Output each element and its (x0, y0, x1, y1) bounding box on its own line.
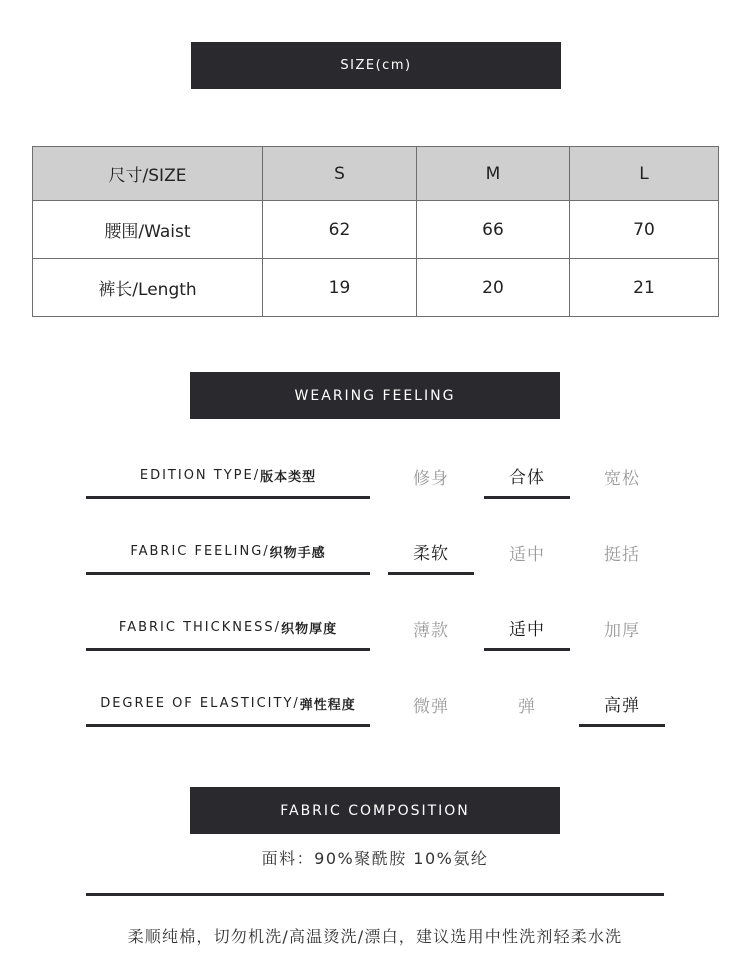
feeling-label (86, 606, 370, 651)
feeling-option-selected: 合体 (484, 454, 570, 499)
table-cell: 19 (263, 259, 417, 317)
feeling-label-cn: 版本类型 (260, 469, 317, 485)
table-row (33, 201, 719, 259)
feeling-label-cn: 弹性程度 (299, 697, 356, 713)
feeling-label (86, 682, 370, 727)
feeling-label (86, 530, 370, 575)
size-header-cell: L (570, 147, 719, 201)
feeling-option-selected: 高弹 (579, 682, 665, 727)
table-cell: 21 (570, 259, 719, 317)
divider (86, 893, 664, 896)
feeling-label-en: EDITION TYPE/ (139, 467, 261, 483)
fabric-composition-text: 面料：90%聚酰胺 10%氨纶 (261, 849, 489, 868)
feeling-label-cn: 织物厚度 (281, 621, 338, 637)
table-cell: 70 (570, 201, 719, 259)
table-cell: 腰围/Waist (33, 201, 263, 259)
size-section-title: SIZE(cm) (191, 42, 561, 89)
feeling-label-en: DEGREE OF ELASTICITY/ (100, 695, 300, 711)
feeling-row-elasticity (0, 682, 750, 732)
feeling-option: 弹 (518, 697, 536, 717)
size-header-cell: M (417, 147, 570, 201)
table-row (33, 259, 719, 317)
feeling-option-selected: 适中 (484, 606, 570, 651)
size-table-header-row (33, 147, 719, 201)
feeling-row-fabric-feeling (0, 530, 750, 580)
care-instructions-text: 柔顺纯棉，切勿机洗/高温烫洗/漂白，建议选用中性洗剂轻柔水洗 (127, 927, 623, 946)
feeling-label (86, 454, 370, 499)
table-cell: 裤长/Length (33, 259, 263, 317)
feeling-option: 挺括 (604, 545, 640, 565)
table-cell: 66 (417, 201, 570, 259)
feeling-row-edition-type (0, 454, 750, 504)
feeling-option-selected: 柔软 (388, 530, 474, 575)
table-cell: 20 (417, 259, 570, 317)
size-header-cell: 尺寸/SIZE (33, 147, 263, 201)
feeling-option: 修身 (413, 469, 449, 489)
feeling-option: 加厚 (604, 621, 640, 641)
feeling-option: 适中 (509, 545, 545, 565)
size-table (32, 146, 719, 317)
feeling-label-en: FABRIC THICKNESS/ (118, 619, 282, 635)
feeling-option: 微弹 (413, 697, 449, 717)
feeling-label-cn: 织物手感 (269, 545, 326, 561)
size-header-cell: S (263, 147, 417, 201)
table-cell: 62 (263, 201, 417, 259)
feeling-option: 宽松 (604, 469, 640, 489)
composition-section-title: FABRIC COMPOSITION (190, 787, 560, 834)
feeling-option: 薄款 (413, 621, 449, 641)
feeling-label-en: FABRIC FEELING/ (130, 543, 270, 559)
feeling-row-fabric-thickness (0, 606, 750, 656)
wearing-section-title: WEARING FEELING (190, 372, 560, 419)
